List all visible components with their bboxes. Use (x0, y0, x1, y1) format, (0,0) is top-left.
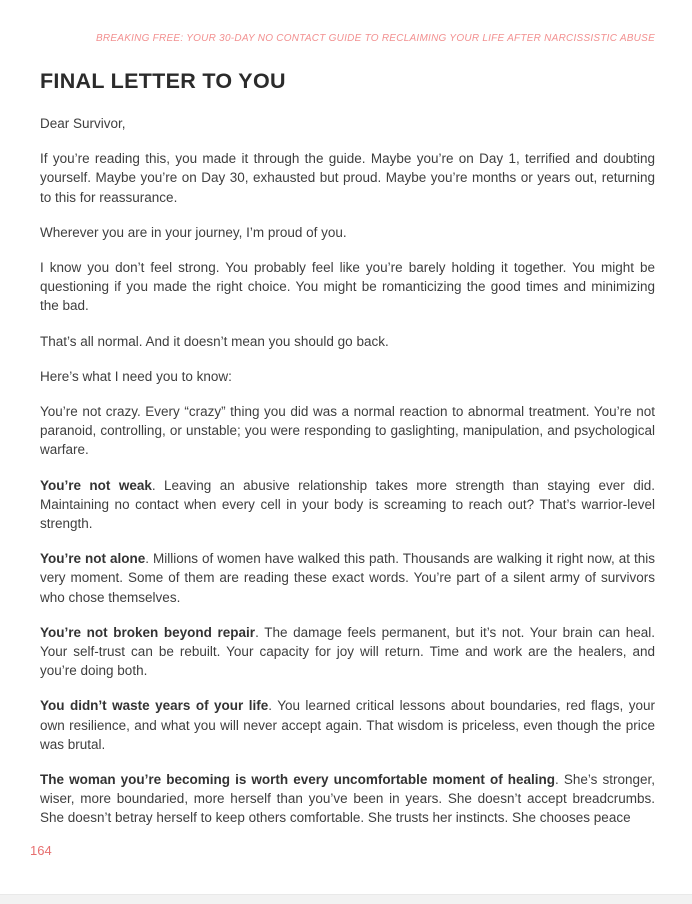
paragraph-text: . Leaving an abusive relationship takes more strength than staying ever did. Maintaining no contact when every cell in your body is screaming to reach out? That’s warrior-level strength. (40, 477, 655, 532)
letter-paragraph (40, 696, 655, 754)
letter-paragraph (40, 476, 655, 534)
letter-body (40, 114, 655, 828)
paragraph-text: . The damage feels permanent, but it’s not. Your brain can heal. Your self-trust can be rebuilt. Your capacity for joy will return. Time and work are the healers, and you’re doing both. (40, 624, 655, 679)
paragraph-text: Dear Survivor, (40, 116, 126, 131)
paragraph-text: . You learned critical lessons about boundaries, red flags, your own resilience, and what you will never accept again. That wisdom is priceless, even though the price was brutal. (40, 698, 655, 752)
paragraph-text: . Millions of women have walked this path. Thousands are walking it right now, at this very moment. Some of them are reading these exact words. You’re part of a silent army of survivors who chose themselves. (40, 551, 655, 605)
paragraph-lead-bold: You didn’t waste years of your life (40, 698, 269, 714)
letter-paragraph (40, 402, 655, 460)
letter-paragraph (40, 367, 655, 386)
letter-paragraph (40, 549, 655, 607)
page-number: 164 (30, 843, 52, 858)
paragraph-lead-bold: You’re not weak (40, 477, 152, 493)
paragraph-text: Wherever you are in your journey, I’m proud of you. (40, 224, 347, 240)
running-header: BREAKING FREE: YOUR 30-DAY NO CONTACT GUIDE TO RECLAIMING YOUR LIFE AFTER NARCISSISTIC ABUSE (95, 33, 655, 44)
paragraph-lead-bold: You’re not alone (40, 551, 146, 567)
paragraph-text: . She’s stronger, wiser, more boundaried, more herself than you’ve been in years. She doesn’t accept breadcrumbs. She doesn’t betray herself to keep others comfortable. She trusts her instincts. She chooses peace (40, 772, 655, 826)
paragraph-text: I know you don’t feel strong. You probably feel like you’re barely holding it together. You might be questioning if you made the right choice. You might be romanticizing the good times and minimizing the bad. (40, 260, 655, 314)
paragraph-text: Here’s what I need you to know: (40, 368, 232, 384)
paragraph-lead-bold: You’re not broken beyond repair (40, 624, 256, 640)
page-title: FINAL LETTER TO YOU (40, 69, 286, 93)
letter-paragraph (40, 114, 655, 133)
letter-paragraph (40, 770, 655, 828)
page-edge-strip (0, 894, 692, 904)
paragraph-text: If you’re reading this, you made it through the guide. Maybe you’re on Day 1, terrified and doubting yourself. Maybe you’re on Day 30, exhausted but proud. Maybe you’re months or years out, returning to this for reassurance. (40, 151, 655, 205)
paragraph-lead-bold: The woman you’re becoming is worth every uncomfortable moment of healing (40, 772, 556, 788)
paragraph-text: You’re not crazy. Every “crazy” thing you did was a normal reaction to abnormal treatment. You’re not paranoid, controlling, or unstable; you were responding to gaslighting, manipulation, and psychological warfare. (40, 404, 655, 458)
letter-paragraph (40, 223, 655, 242)
paragraph-text: That’s all normal. And it doesn’t mean you should go back. (40, 333, 389, 349)
letter-paragraph (40, 623, 655, 681)
letter-paragraph (40, 258, 655, 316)
letter-paragraph (40, 332, 655, 351)
letter-paragraph (40, 149, 655, 207)
